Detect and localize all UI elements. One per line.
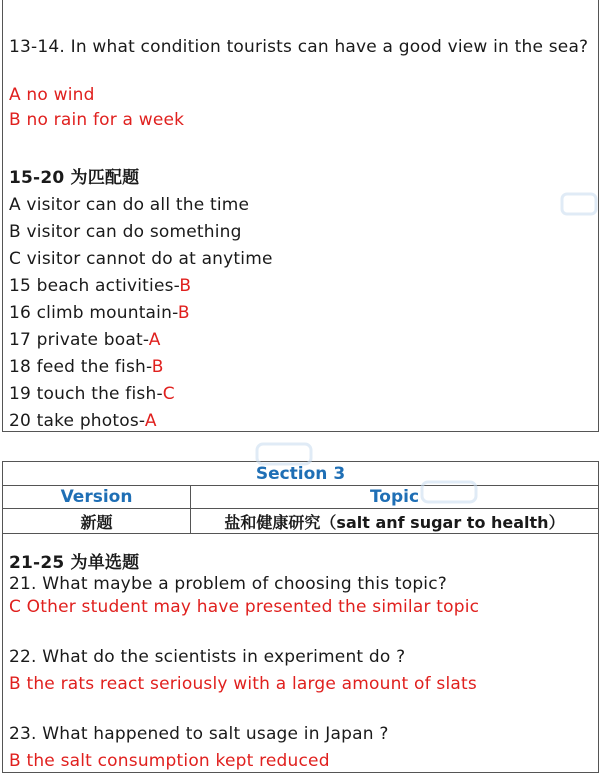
watermark-icon: [560, 190, 600, 220]
match-item: [9, 330, 161, 350]
matching-heading: 15-20 为匹配题: [9, 168, 140, 188]
header-row: [3, 486, 598, 509]
match-item-text: 19 touch the fish-: [9, 384, 163, 404]
match-item-text: 15 beach activities-: [9, 276, 180, 296]
answer-b: B no rain for a week: [9, 110, 185, 130]
watermark-icon: [255, 440, 315, 470]
match-item-answer: B: [177, 303, 190, 323]
answer-21: C Other student may have presented the similar topic: [9, 597, 480, 617]
match-item-text: 16 climb mountain-: [9, 303, 178, 323]
question-21: 21. What maybe a problem of choosing this topic?: [9, 574, 448, 594]
section-title: Section 3: [255, 463, 346, 484]
answer-a: A no wind: [9, 85, 95, 105]
match-item-answer: A: [148, 330, 161, 350]
match-item-answer: B: [151, 357, 164, 377]
value-row: [3, 509, 598, 534]
match-item-text: 20 take photos-: [9, 411, 145, 431]
option-b: B visitor can do something: [9, 222, 242, 242]
match-item: [9, 303, 190, 323]
match-item-text: 17 private boat-: [9, 330, 149, 350]
version-header: Version: [60, 487, 133, 507]
topic-value: 盐和健康研究（salt anf sugar to health）: [190, 509, 598, 533]
option-c: C visitor cannot do at anytime: [9, 249, 273, 269]
mcq-heading: 21-25 为单选题: [9, 553, 140, 573]
match-item: [9, 357, 164, 377]
match-item-answer: A: [144, 411, 157, 431]
watermark-icon: [420, 478, 480, 508]
option-a: A visitor can do all the time: [9, 195, 250, 215]
answer-22: B the rats react seriously with a large amount of slats: [9, 674, 477, 694]
question-23: 23. What happened to salt usage in Japan ?: [9, 724, 389, 744]
topic-header: Topic: [190, 486, 598, 508]
version-value: 新题: [80, 512, 113, 532]
question-22: 22. What do the scientists in experiment do ?: [9, 647, 406, 667]
match-item: [9, 384, 175, 404]
question-13-14: 13-14. In what condition tourists can have a good view in the sea?: [9, 37, 589, 57]
match-item: [9, 411, 157, 431]
match-item: [9, 276, 191, 296]
answer-23: B the salt consumption kept reduced: [9, 751, 330, 771]
match-item-text: 18 feed the fish-: [9, 357, 152, 377]
match-item-answer: B: [179, 276, 192, 296]
match-item-answer: C: [162, 384, 175, 404]
